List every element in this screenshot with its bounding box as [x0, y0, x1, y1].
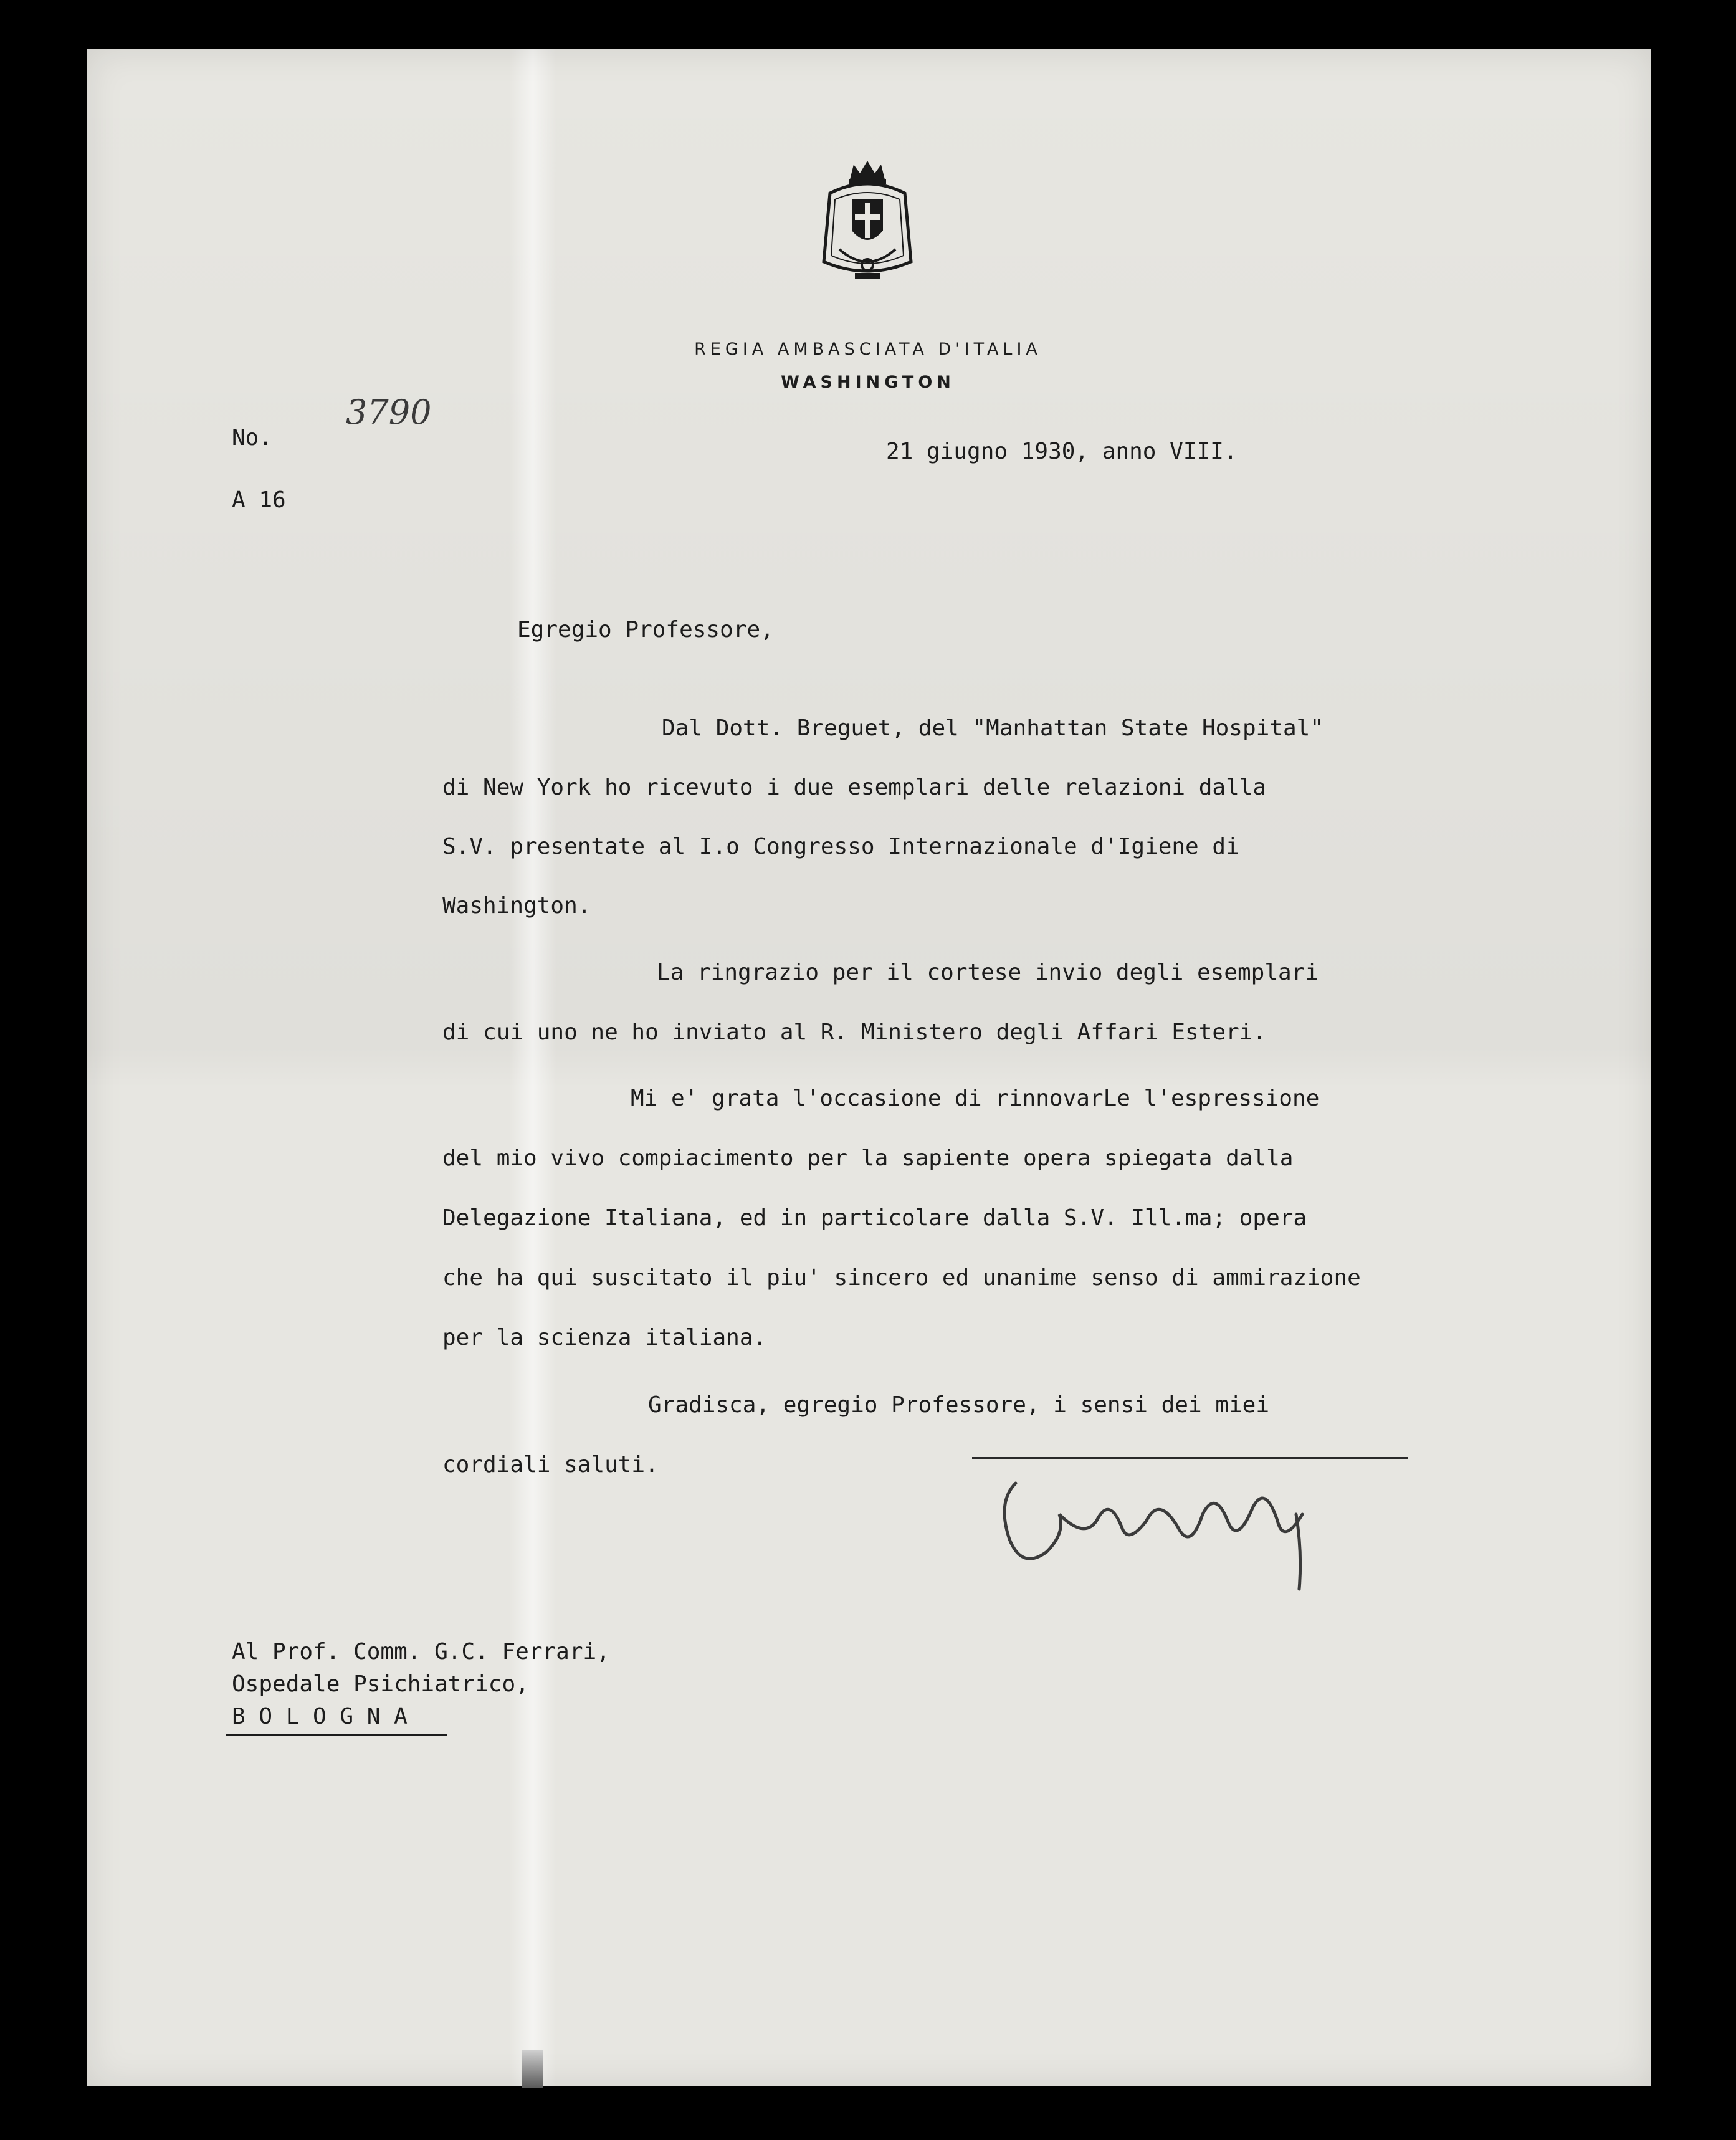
- letterhead-city: WASHINGTON: [781, 373, 955, 392]
- letterhead-embassy: REGIA AMBASCIATA D'ITALIA: [694, 340, 1042, 359]
- body-line: Gradisca, egregio Professore, i sensi dei miei: [648, 1392, 1269, 1418]
- reference-code: A 16: [232, 487, 286, 513]
- paper-tear: [522, 2050, 543, 2088]
- address-city: B O L O G N A: [232, 1704, 408, 1729]
- reference-no-label: No.: [232, 425, 273, 451]
- body-line: di cui uno ne ho inviato al R. Ministero degli Affari Esteri.: [442, 1020, 1267, 1045]
- royal-crest-icon: [818, 156, 917, 287]
- signature-icon: [991, 1446, 1340, 1602]
- body-line: per la scienza italiana.: [442, 1325, 767, 1350]
- body-line: Mi e' grata l'occasione di rinnovarLe l'espressione: [631, 1086, 1320, 1111]
- body-line: Delegazione Italiana, ed in particolare dalla S.V. Ill.ma; opera: [442, 1205, 1307, 1231]
- address-city-underline: [226, 1734, 447, 1736]
- body-line: S.V. presentate al I.o Congresso Internazionale d'Igiene di: [442, 834, 1239, 859]
- body-line: di New York ho ricevuto i due esemplari delle relazioni dalla: [442, 775, 1267, 800]
- letter-date: 21 giugno 1930, anno VIII.: [886, 439, 1238, 464]
- address-line: Ospedale Psichiatrico,: [232, 1671, 529, 1697]
- body-line: del mio vivo compiacimento per la sapiente opera spiegata dalla: [442, 1145, 1294, 1171]
- body-line: La ringrazio per il cortese invio degli esemplari: [657, 960, 1319, 985]
- body-line: che ha qui suscitato il piu' sincero ed unanime senso di ammirazione: [442, 1265, 1361, 1291]
- body-line: Dal Dott. Breguet, del "Manhattan State Hospital": [662, 715, 1324, 741]
- body-line: Washington.: [442, 893, 591, 919]
- body-line: cordiali saluti.: [442, 1452, 659, 1478]
- reference-no-handwritten: 3790: [346, 393, 432, 432]
- salutation: Egregio Professore,: [517, 617, 774, 642]
- address-line: Al Prof. Comm. G.C. Ferrari,: [232, 1639, 610, 1665]
